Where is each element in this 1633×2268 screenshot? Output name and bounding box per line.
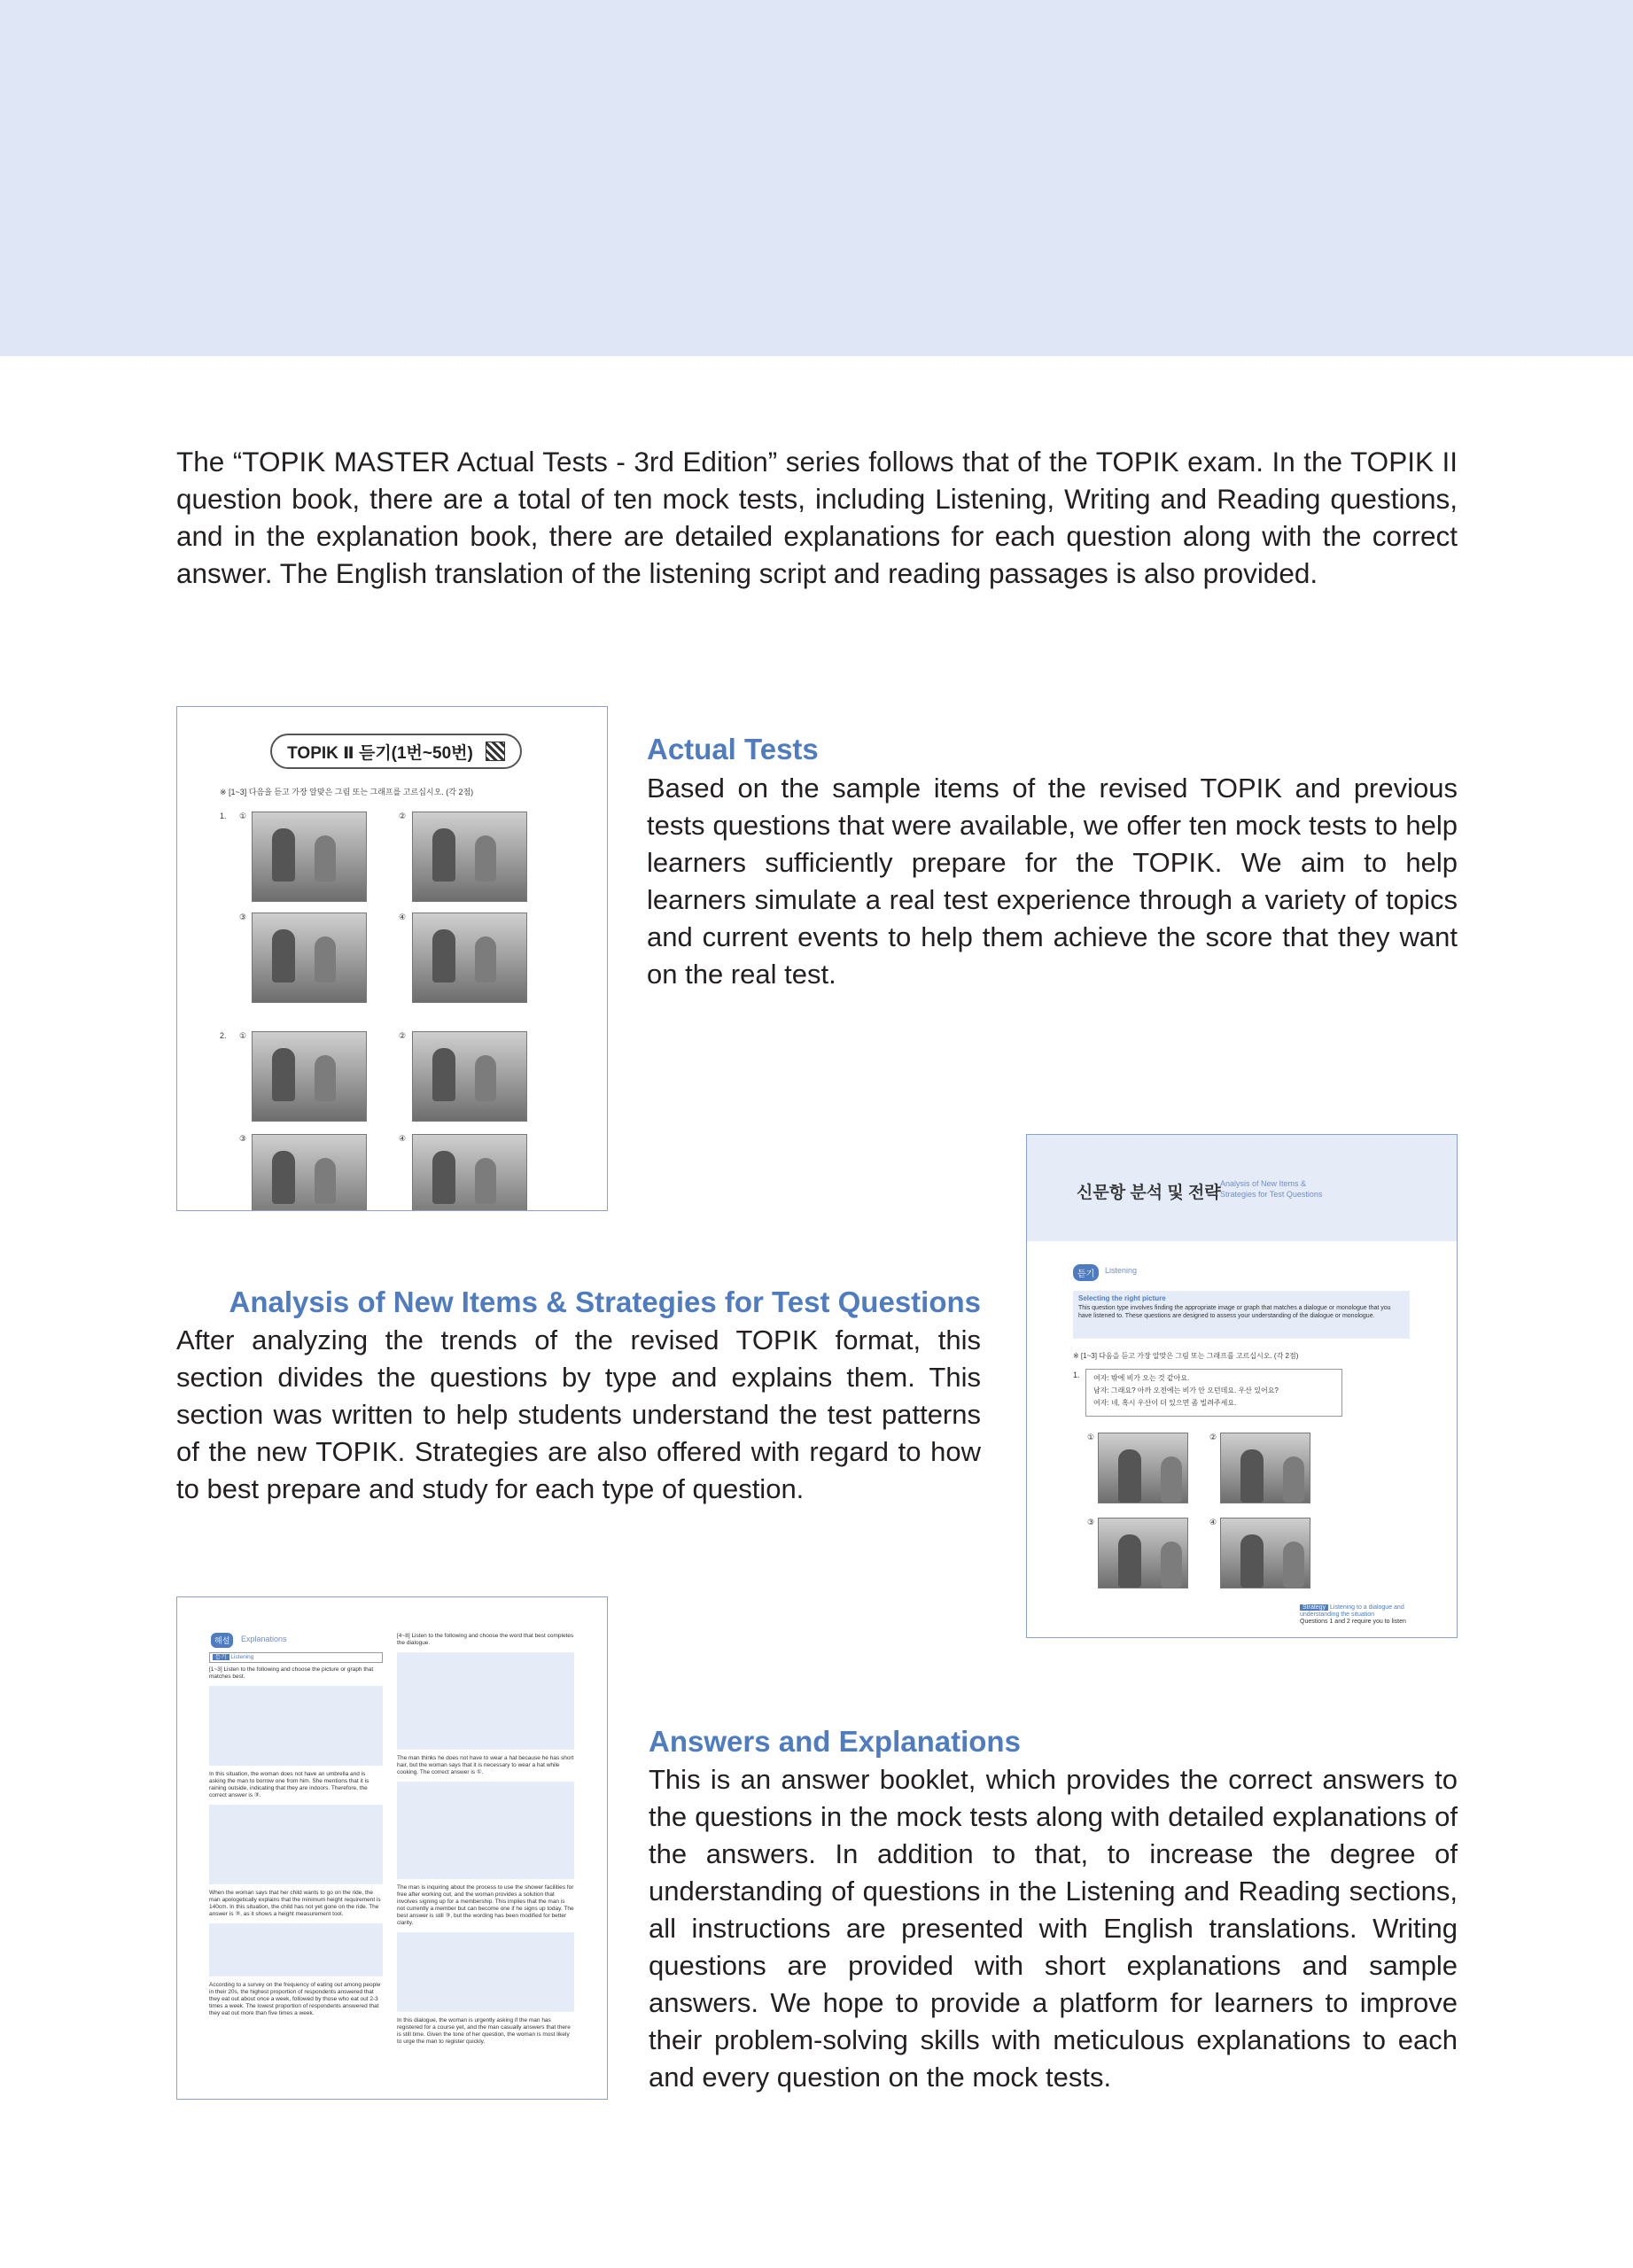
dialogue-shade	[209, 1805, 383, 1884]
qr-code-icon	[486, 742, 505, 761]
listening-header-pill	[270, 734, 522, 769]
right-column	[397, 1633, 574, 2046]
option-picture	[252, 913, 367, 1003]
question-number: 1.	[1073, 1371, 1080, 1379]
left-explanation: When the woman says that her child wants to go on the ride, the man apologetically explains that the minimum height requirement is 140cm. In this situation, the child has not yet gone on the ride. The answer is ③, as it shows a height measurement tool.	[209, 1890, 381, 1917]
left-explanation: According to a survey on the frequency of eating out among people in their 20s, the highest proportion of respondents answered that they eat out about once a week, followed by those who eat out 2-3 times a week. The lowest proportion of respondents answered that they eat out more than five times a week.	[209, 1982, 381, 2016]
option-picture	[1098, 1518, 1188, 1588]
strategy-text: Questions 1 and 2 require you to listen	[1300, 1619, 1406, 1625]
option-picture	[412, 812, 527, 902]
option-picture	[252, 1134, 367, 1211]
listening-badge-label: Listening	[1105, 1266, 1138, 1275]
right-explanation: In this dialogue, the woman is urgently asking if the man has registered for a course yet, and the man casually answers that there is still time. Given the tone of her question, the woman is most likely to urge the man to register quickly.	[397, 2017, 571, 2045]
question-number: 1.	[220, 812, 227, 820]
option-number: ②	[399, 1031, 407, 1040]
explanations-preview	[176, 1596, 608, 2100]
option-number: ③	[239, 913, 247, 921]
option-number: ①	[239, 1031, 247, 1040]
dialogue-shade	[397, 1652, 574, 1750]
preview-instruction: ※ [1~3] 다음을 듣고 가장 알맞은 그림 또는 그래프를 고르십시오. (각 2점)	[220, 788, 474, 796]
option-picture	[252, 1031, 367, 1122]
strategy-note	[1300, 1604, 1450, 1626]
analysis-title-ko: 신문항 분석 및 전략	[1077, 1184, 1221, 1202]
option-number: ④	[399, 1134, 407, 1143]
dialogue-line: 남자: 그래요? 아까 오전에는 비가 안 오던데요. 우산 있어요?	[1093, 1386, 1279, 1394]
strategy-label: Strategy	[1300, 1604, 1328, 1611]
dialogue-box	[1085, 1369, 1342, 1417]
dialogue-shade	[209, 1923, 383, 1977]
listening-badge: 듣기	[1073, 1264, 1099, 1281]
dialogue-shade	[397, 1782, 574, 1879]
question-type-title: Selecting the right picture	[1078, 1294, 1166, 1302]
explanation-badge: 해설	[211, 1633, 233, 1648]
subheading-en: Listening	[230, 1654, 254, 1660]
right-explanation: The man is inquiring about the process to use the shower facilities for free after working out, and the woman provides a solution that involves signing up for a membership. This implies that the man is not currently a member but can become one if he signs up today. The best answer is still ③, but the wording has been modified for better clarity.	[397, 1884, 574, 1926]
listening-subheading	[209, 1652, 383, 1663]
strategy-text: understanding the situation	[1300, 1612, 1375, 1618]
intro-paragraph: The “TOPIK MASTER Actual Tests - 3rd Edition” series follows that of the TOPIK exam. In the TOPIK II question book, there are a total of ten mock tests, including Listening, Writing and Reading questions, and in the explanation book, there are detailed explanations for each question along with the correct answer. The English translation of the listening script and reading passages is also provided.	[176, 446, 1458, 589]
option-picture	[412, 913, 527, 1003]
question-number: 2.	[220, 1031, 227, 1040]
option-picture	[412, 1134, 527, 1211]
option-picture	[1220, 1518, 1310, 1588]
dialogue-line: 여자: 밖에 비가 오는 것 같아요.	[1093, 1374, 1190, 1382]
preview-header-text: TOPIK Ⅱ 듣기(1번~50번)	[287, 743, 473, 763]
strategy-text: Listening to a dialogue and	[1330, 1604, 1404, 1611]
top-color-band	[0, 0, 1633, 356]
option-number: ③	[239, 1134, 247, 1143]
question-type-text: This question type involves finding the appropriate image or graph that matches a dialogue or monologue that you have listened to. These questions are designed to assess your understanding of the dialogue or monologue.	[1078, 1305, 1391, 1319]
actual-tests-title: Actual Tests	[647, 733, 819, 765]
analysis-title-en-2: Strategies for Test Questions	[1220, 1190, 1323, 1199]
analysis-title-en-1: Analysis of New Items &	[1220, 1179, 1307, 1188]
option-picture	[1098, 1433, 1188, 1503]
dialogue-shade	[209, 1686, 383, 1766]
option-number: ④	[1209, 1518, 1217, 1526]
analysis-instruction: ※ [1~3] 다음을 듣고 가장 알맞은 그림 또는 그래프를 고르십시오. (각 2점)	[1073, 1352, 1299, 1360]
option-picture	[1220, 1433, 1310, 1503]
option-picture	[412, 1031, 527, 1122]
right-explanation: The man thinks he does not have to wear a hat because he has short hair, but the woman says that it is necessary to wear a hat while cooking. The correct answer is ①.	[397, 1755, 574, 1775]
answers-title: Answers and Explanations	[649, 1725, 1021, 1758]
option-number: ③	[1087, 1518, 1095, 1526]
answers-body: This is an answer booklet, which provides the correct answers to the questions in the mock tests along with detailed explanations of the answers. In addition to that, to increase the degree of understanding of questions in the Listening and Reading sections, all instructions are presented with English translations. Writing questions are provided with short explanations and sample answers. We hope to provide a platform for learners to improve their problem-solving skills with meticulous explanations to each and every question on the mock tests.	[649, 1764, 1458, 2093]
option-number: ④	[399, 913, 407, 921]
question-type-box	[1073, 1291, 1410, 1339]
dialogue-line: 여자: 네, 혹시 우산이 더 있으면 좀 빌려주세요.	[1093, 1399, 1237, 1407]
explanation-title: Explanations	[241, 1635, 287, 1643]
analysis-title: Analysis of New Items & Strategies for Test Questions	[229, 1285, 981, 1318]
left-column	[209, 1652, 383, 2017]
analysis-preview	[1026, 1134, 1458, 1638]
option-number: ①	[1087, 1433, 1095, 1441]
option-number: ②	[399, 812, 407, 820]
left-instruction: [1~3] Listen to the following and choose the picture or graph that matches best.	[209, 1666, 374, 1680]
subheading-ko: 듣기	[213, 1654, 229, 1660]
dialogue-shade	[397, 1932, 574, 2012]
actual-tests-preview	[176, 706, 608, 1211]
option-number: ①	[239, 812, 247, 820]
right-instruction: [4~8] Listen to the following and choose the word that best completes the dialogue.	[397, 1633, 574, 1646]
option-picture	[252, 812, 367, 902]
option-number: ②	[1209, 1433, 1217, 1441]
left-explanation: In this situation, the woman does not have an umbrella and is asking the man to borrow one from him. She mentions that it is raining outside, indicating that they are indoors. Therefore, the correct answer is ③.	[209, 1771, 369, 1798]
analysis-body: After analyzing the trends of the revised TOPIK format, this section divides the questions by type and explains them. This section was written to help students understand the test patterns of the new TOPIK. Strategies are also offered with regard to how to best prepare and study for each type of question.	[176, 1324, 981, 1504]
actual-tests-body: Based on the sample items of the revised TOPIK and previous tests questions that were available, we offer ten mock tests to help learners sufficiently prepare for the TOPIK. We aim to help learners simulate a real test experience through a variety of topics and current events to help them achieve the score that they want on the real test.	[647, 773, 1458, 990]
